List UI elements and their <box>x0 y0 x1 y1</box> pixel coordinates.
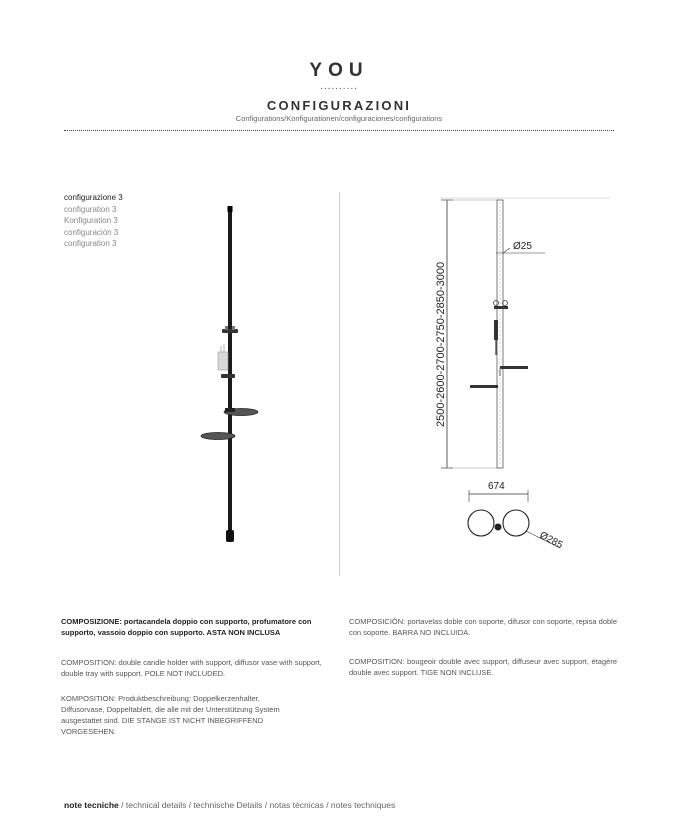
left-tray-plan <box>468 510 494 536</box>
section-title: CONFIGURAZIONI <box>266 98 412 113</box>
config-label-en: configuration 3 <box>64 204 117 214</box>
config-label-fr: configuration 3 <box>64 239 117 248</box>
composition-fr: COMPOSITION: bougeoir double avec support, diffuseur avec support, étagère double avec support. TIGE NON INCLUSE. <box>349 657 617 677</box>
technical-notes-footer <box>64 800 395 810</box>
tray-diameter-label: Ø285 <box>537 529 565 552</box>
config-label-de: Konfiguration 3 <box>64 216 118 225</box>
config-label-it: configurazione 3 <box>64 193 123 202</box>
width-dimension-label: 674 <box>488 481 505 492</box>
height-dimension-label: 2500-2600-2700-2750-2850-3000 <box>435 261 447 427</box>
technical-notes-translations: / technical details / technische Details / notas técnicas / notes techniques <box>118 800 396 810</box>
section-subtitle: Configurations/Konfigurationen/configuraciones/configurations <box>235 114 443 123</box>
right-tray-plan <box>503 510 529 536</box>
config-label-es: configuración 3 <box>64 227 119 237</box>
upper-tray-elevation <box>500 366 528 369</box>
technical-notes-title: note tecniche <box>64 800 119 810</box>
composition-it: COMPOSIZIONE: portacandela doppio con supporto, profumatore con supporto, vassoio doppio con supporto. ASTA NON INCLUSA <box>61 617 312 637</box>
composition-en: COMPOSITION: double candle holder with support, diffusor vase with support, double tray with support. POLE NOT INCLUDED. <box>61 658 322 678</box>
lower-tray-elevation <box>470 385 498 388</box>
composition-de: KOMPOSITION: Produktbeschreibung: Doppelkerzenhalter, Diffusorvase, Doppeltablett, die alle mit der Unterstützung System ausgestattet sind. DIE STANGE IST NICHT INBEGRIFFEND VORGESEHEN. <box>61 694 280 736</box>
composition-es: COMPOSICIÓN: portavelas doble con soporte, difusor con soporte, repisa doble con soporte. BARRA NO INCLUIDA. <box>349 617 617 637</box>
pole-diameter-label: Ø25 <box>513 241 532 252</box>
brand-name: YOU <box>309 60 369 81</box>
brand-dots: .......... <box>320 81 358 92</box>
